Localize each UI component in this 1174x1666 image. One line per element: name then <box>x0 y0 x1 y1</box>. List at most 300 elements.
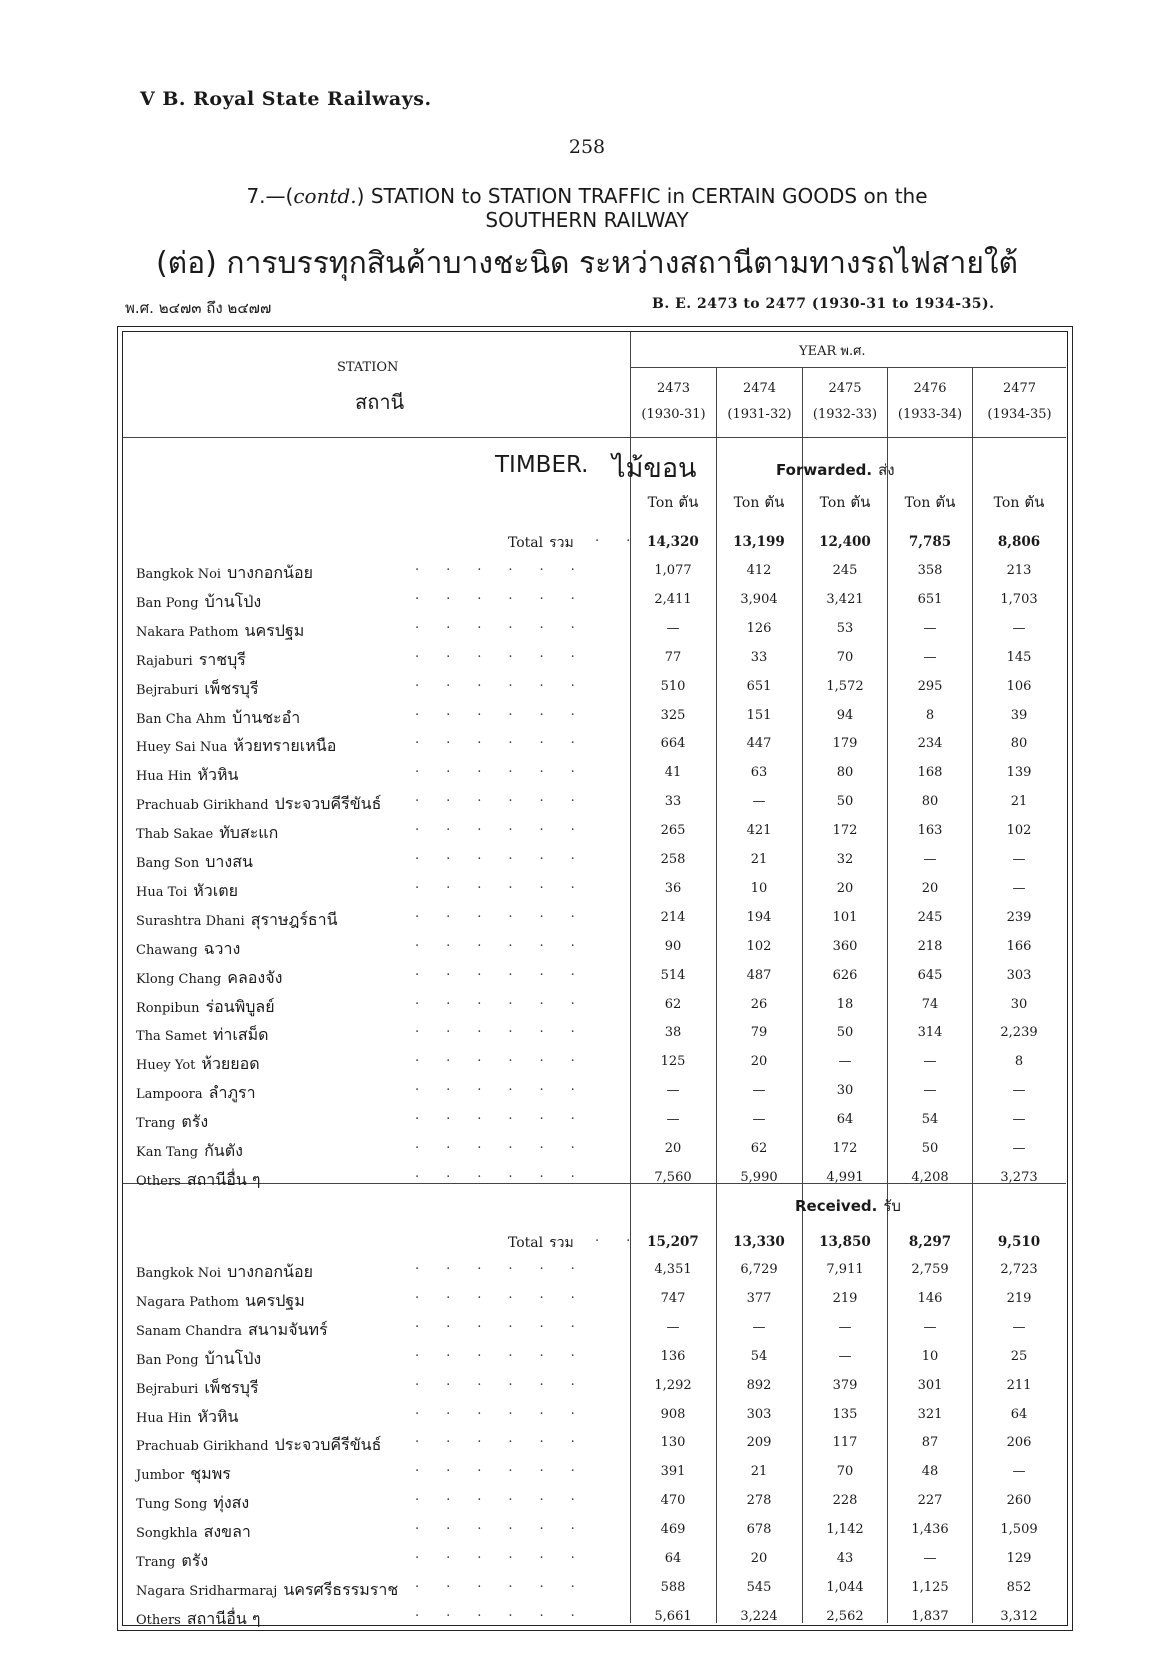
cell-value: 20 <box>750 1054 768 1070</box>
cell-value: 2,759 <box>911 1262 949 1277</box>
unit-en: Ton <box>733 495 760 511</box>
forwarded-label-th: ส่ง <box>878 461 895 479</box>
station-name <box>136 561 313 586</box>
station-name <box>136 734 336 759</box>
station-name <box>136 1376 259 1401</box>
station-name-en: Bejraburi <box>136 1381 199 1397</box>
cell-value: 5,990 <box>740 1169 778 1185</box>
station-name <box>136 1491 249 1516</box>
total-label-th: รวม <box>549 535 574 551</box>
station-name-th: เพ็ชรบุรี <box>204 678 259 698</box>
cell-value: — <box>1012 1319 1026 1335</box>
unit-label <box>717 490 801 514</box>
station-name-th: ฉวาง <box>203 938 241 958</box>
table-row <box>0 933 1174 961</box>
cell-value: — <box>838 1054 852 1070</box>
station-name <box>136 1023 269 1048</box>
station-name <box>136 879 238 904</box>
cell-value: 172 <box>832 1141 858 1156</box>
leader-dots: ...... <box>415 1315 602 1331</box>
year-header: YEAR พ.ศ. <box>799 344 866 359</box>
forwarded-label-en: Forwarded. <box>776 461 873 479</box>
station-name-th: ประจวบคีรีขันธ์ <box>274 794 382 814</box>
table-title-thai: (ต่อ) การบรรทุกสินค้าบางชะนิด ระหว่างสถานีตามทางรถไฟสายใต้ <box>155 246 1019 281</box>
cell-value: 7,560 <box>654 1169 692 1185</box>
station-name-en: Surashtra Dhani <box>136 913 245 929</box>
cell-value: 151 <box>746 707 772 723</box>
leader-dots: ...... <box>415 1165 602 1181</box>
leader-dots: ...... <box>415 1344 602 1360</box>
cell-value: 1,077 <box>654 563 692 578</box>
year-col-2 <box>717 376 802 428</box>
cell-value: 53 <box>836 620 854 636</box>
table-row <box>0 1077 1174 1105</box>
station-name <box>136 1549 208 1574</box>
cell-value: 18 <box>836 996 854 1012</box>
cell-value: 64 <box>664 1551 682 1566</box>
cell-value: 265 <box>660 823 686 839</box>
station-name-th: สนามจันทร์ <box>247 1319 328 1339</box>
leader-dots: ...... <box>415 905 602 921</box>
station-name-th: คลองจัง <box>227 967 283 987</box>
station-name-th: นครปฐม <box>244 620 305 640</box>
table-row <box>0 1401 1174 1429</box>
cell-value: 2,562 <box>826 1608 864 1624</box>
cell-value: 50 <box>836 1025 854 1041</box>
station-name <box>136 590 261 615</box>
cell-value: 358 <box>917 563 943 578</box>
cell-value: 391 <box>660 1464 686 1480</box>
cell-value: 70 <box>836 1464 854 1480</box>
leader-dots: .. <box>595 1230 658 1245</box>
unit-label <box>631 490 715 514</box>
cell-value: 117 <box>832 1435 858 1451</box>
station-name-th: เพ็ชรบุรี <box>204 1377 259 1397</box>
station-name-th: กันตัง <box>204 1141 243 1160</box>
cell-value: 2,411 <box>654 591 692 607</box>
cell-value: 146 <box>917 1290 943 1306</box>
station-name-en: Huey Yot <box>136 1058 196 1074</box>
station-name-th: บางกอกน้อย <box>227 1262 313 1281</box>
cell-value: 90 <box>664 938 682 954</box>
grid-line <box>123 437 1066 438</box>
year-col-4 <box>888 376 972 428</box>
table-row <box>0 962 1174 990</box>
leader-dots: ...... <box>415 819 602 835</box>
station-name <box>136 648 246 673</box>
cell-value: 64 <box>1010 1406 1028 1422</box>
year-be: 2477 <box>1002 381 1037 396</box>
cell-value: 487 <box>746 967 772 983</box>
cell-value: 39 <box>1010 707 1028 723</box>
station-name-en: Huey Sai Nua <box>136 740 228 756</box>
cell-value: 8,297 <box>908 1234 952 1250</box>
year-ce: (1933-34) <box>897 407 963 422</box>
cell-value: 206 <box>1006 1435 1032 1451</box>
leader-dots: ...... <box>415 559 602 574</box>
cell-value: 3,224 <box>740 1608 778 1624</box>
cell-value: 145 <box>1006 649 1032 665</box>
table-row <box>0 1487 1174 1515</box>
station-header: STATION <box>337 360 399 375</box>
station-name-en: Bangkok Noi <box>136 1266 222 1281</box>
leader-dots: ...... <box>415 645 602 661</box>
cell-value: 510 <box>660 678 686 694</box>
station-name-en: Lampoora <box>136 1087 203 1103</box>
station-name-en: Ban Cha Ahm <box>136 711 227 727</box>
leader-dots: ...... <box>415 1021 602 1037</box>
cell-value: 219 <box>832 1290 858 1306</box>
station-name-th: ร่อนพิบูลย์ <box>205 996 275 1016</box>
leader-dots: ...... <box>415 1431 602 1447</box>
cell-value: 514 <box>660 967 686 983</box>
cell-value: — <box>1012 1464 1026 1480</box>
table-row <box>0 1545 1174 1573</box>
leader-dots: ...... <box>415 1575 602 1591</box>
cell-value: 8 <box>1014 1054 1024 1070</box>
table-row <box>0 1256 1174 1284</box>
cell-value: 1,436 <box>911 1522 949 1538</box>
station-name-en: Others <box>136 1612 181 1628</box>
cell-value: 30 <box>836 1083 854 1099</box>
cell-value: 412 <box>746 563 772 578</box>
station-name-th: สถานีอื่น ๆ <box>186 1169 261 1189</box>
station-name <box>136 1405 238 1430</box>
cell-value: 10 <box>921 1348 939 1364</box>
cell-value: 30 <box>1010 996 1028 1012</box>
station-name-th: ตรัง <box>181 1551 209 1570</box>
station-name-en: Tha Samet <box>136 1029 207 1045</box>
cell-value: 13,330 <box>733 1234 785 1250</box>
total-label-en: Total <box>508 535 544 551</box>
cell-value: 470 <box>660 1493 686 1509</box>
cell-value: 179 <box>832 736 858 752</box>
cell-value: 303 <box>746 1406 772 1422</box>
cell-value: 62 <box>750 1141 768 1156</box>
table-row <box>0 673 1174 701</box>
table-row <box>0 615 1174 643</box>
leader-dots: ...... <box>415 1079 602 1095</box>
cell-value: 239 <box>1006 909 1032 925</box>
cell-value: 21 <box>1010 794 1028 810</box>
cell-value: 62 <box>664 996 682 1012</box>
station-header-thai: สถานี <box>355 390 405 414</box>
cell-value: 209 <box>746 1435 772 1451</box>
table-row <box>0 1164 1174 1192</box>
cell-value: 139 <box>1006 765 1032 781</box>
cell-value: 213 <box>1006 563 1032 578</box>
leader-dots: .. <box>595 530 658 545</box>
cell-value: — <box>666 620 680 636</box>
cell-value: 25 <box>1010 1348 1028 1364</box>
table-row <box>0 1458 1174 1486</box>
cell-value: 303 <box>1006 967 1032 983</box>
station-name <box>136 619 304 644</box>
station-name-th: ห้วยยอด <box>201 1054 260 1074</box>
table-row <box>0 644 1174 672</box>
cell-value: 36 <box>664 880 682 896</box>
station-name <box>136 706 300 731</box>
table-row <box>0 788 1174 816</box>
cell-value: 80 <box>1010 736 1028 752</box>
cell-value: 80 <box>836 765 854 781</box>
station-name-th: บ้านชะอำ <box>232 707 301 727</box>
cell-value: 6,729 <box>740 1262 778 1277</box>
station-name-th: สถานีอื่น ๆ <box>186 1608 261 1628</box>
station-name <box>136 1462 231 1487</box>
cell-value: 43 <box>836 1551 854 1566</box>
cell-value: 8,806 <box>997 534 1041 550</box>
cell-value: 588 <box>660 1579 686 1595</box>
cell-value: 360 <box>832 938 858 954</box>
leader-dots: ...... <box>415 674 602 690</box>
cell-value: 48 <box>921 1464 939 1480</box>
station-name-en: Nakara Pathom <box>136 624 239 640</box>
cell-value: 325 <box>660 707 686 723</box>
cell-value: 13,850 <box>819 1234 871 1250</box>
leader-dots: ...... <box>415 992 602 1008</box>
cell-value: 15,207 <box>647 1234 699 1250</box>
table-row <box>0 759 1174 787</box>
station-name-th: ลำภูรา <box>208 1083 256 1103</box>
cell-value: 50 <box>921 1141 939 1156</box>
cell-value: 129 <box>1006 1551 1032 1566</box>
cell-value: 64 <box>836 1112 854 1128</box>
cell-value: 245 <box>917 909 943 925</box>
cell-value: 228 <box>832 1493 858 1509</box>
year-col-3 <box>803 376 887 428</box>
leader-dots: ...... <box>415 1050 602 1066</box>
station-name-en: Sanam Chandra <box>136 1323 242 1339</box>
cell-value: 33 <box>664 794 682 810</box>
station-name <box>136 1168 260 1193</box>
cell-value: 219 <box>1006 1290 1032 1306</box>
station-name <box>136 1081 256 1106</box>
station-name-en: Bangkok Noi <box>136 567 222 582</box>
cell-value: 94 <box>836 707 854 723</box>
unit-th: ตัน <box>850 493 871 511</box>
cell-value: — <box>1012 1141 1026 1156</box>
year-be: 2476 <box>913 381 947 396</box>
cell-value: — <box>1012 620 1026 636</box>
cell-value: 33 <box>750 649 768 665</box>
station-name <box>136 792 381 817</box>
cell-value: 421 <box>746 823 772 839</box>
unit-th: ตัน <box>935 493 956 511</box>
leader-dots: ...... <box>415 703 602 719</box>
cell-value: 1,509 <box>1000 1522 1038 1538</box>
cell-value: 1,044 <box>826 1579 864 1595</box>
table-row <box>0 702 1174 730</box>
table-row <box>0 1603 1174 1631</box>
station-name-en: Tung Song <box>136 1497 208 1513</box>
cell-value: 2,723 <box>1000 1262 1038 1277</box>
station-name-en: Hua Hin <box>136 769 192 785</box>
station-name <box>136 1052 260 1077</box>
station-name-th: ชุมพร <box>190 1464 231 1484</box>
leader-dots: ...... <box>415 1402 602 1418</box>
station-name-th: บ้านโป่ง <box>204 1348 262 1368</box>
leader-dots: ...... <box>415 761 602 777</box>
cell-value: 32 <box>836 852 854 867</box>
cell-value: 651 <box>746 678 772 694</box>
cell-value: 80 <box>921 794 939 810</box>
station-name <box>136 1139 243 1164</box>
leader-dots: ...... <box>415 1137 602 1152</box>
table-row <box>0 904 1174 932</box>
cell-value: 3,904 <box>740 591 778 607</box>
year-be: 2473 <box>656 381 691 396</box>
forwarded-label <box>776 458 895 482</box>
cell-value: 20 <box>664 1141 682 1156</box>
cell-value: 26 <box>750 996 768 1012</box>
year-be: 2475 <box>828 381 862 396</box>
title-suffix: ) STATION to STATION TRAFFIC in CERTAIN GOODS on the <box>356 184 928 208</box>
table-row <box>0 1574 1174 1602</box>
received-label <box>795 1194 901 1218</box>
cell-value: 1,142 <box>826 1522 864 1538</box>
table-row <box>0 1135 1174 1163</box>
cell-value: 321 <box>917 1406 943 1422</box>
station-name-th: หัวหิน <box>197 765 239 785</box>
station-name <box>136 908 338 933</box>
cell-value: — <box>838 1319 852 1335</box>
station-name-en: Kan Tang <box>136 1145 199 1160</box>
table-row <box>0 730 1174 758</box>
leader-dots: ...... <box>415 876 602 892</box>
station-name-th: สงขลา <box>203 1522 251 1542</box>
cell-value: 77 <box>664 649 682 665</box>
table-row <box>0 1516 1174 1544</box>
cell-value: — <box>923 852 937 867</box>
station-name <box>136 1607 260 1632</box>
station-name-en: Chawang <box>136 942 198 958</box>
station-name-en: Prachuab Girikhand <box>136 798 269 814</box>
leader-dots: ...... <box>415 1108 602 1124</box>
station-name-en: Trang <box>136 1555 176 1570</box>
cell-value: 10 <box>750 880 768 896</box>
leader-dots: ...... <box>415 1373 602 1389</box>
cell-value: — <box>666 1083 680 1099</box>
leader-dots: ...... <box>415 1547 602 1562</box>
table-row <box>0 1429 1174 1457</box>
station-name-en: Jumbor <box>136 1468 185 1484</box>
unit-label <box>803 490 887 514</box>
station-name <box>136 821 278 846</box>
cell-value: 13,199 <box>733 534 785 550</box>
cell-value: 106 <box>1006 678 1032 694</box>
station-name-th: สุราษฎร์ธานี <box>250 909 338 929</box>
station-name <box>136 1318 328 1343</box>
leader-dots: ...... <box>415 848 602 863</box>
unit-th: ตัน <box>1024 493 1045 511</box>
leader-dots: ...... <box>415 1604 602 1620</box>
cell-value: — <box>752 794 766 810</box>
station-name-en: Bang Son <box>136 856 200 871</box>
station-name-th: ทับสะแก <box>219 823 279 843</box>
cell-value: 63 <box>750 765 768 781</box>
cell-value: 314 <box>917 1025 943 1041</box>
total-label <box>508 532 574 554</box>
leader-dots: ...... <box>415 1258 602 1273</box>
cell-value: 8 <box>925 707 935 723</box>
station-name-en: Hua Hin <box>136 1410 192 1426</box>
cell-value: 101 <box>832 909 858 925</box>
cell-value: 50 <box>836 794 854 810</box>
leader-dots: ...... <box>415 934 602 950</box>
station-name-th: บางกอกน้อย <box>227 563 313 582</box>
total-row <box>0 528 1174 556</box>
station-name <box>136 1578 398 1603</box>
cell-value: 218 <box>917 938 943 954</box>
cell-value: 9,510 <box>997 1234 1041 1250</box>
station-name-th: บางสน <box>205 852 253 871</box>
station-name-en: Nagara Sridharmaraj <box>136 1583 278 1599</box>
total-label-en: Total <box>508 1235 544 1251</box>
cell-value: 1,125 <box>911 1579 949 1595</box>
unit-label <box>888 490 972 514</box>
station-name-en: Hua Toi <box>136 884 188 900</box>
unit-label <box>977 490 1061 514</box>
table-row <box>0 875 1174 903</box>
station-name <box>136 1433 381 1458</box>
cell-value: 5,661 <box>654 1608 692 1624</box>
station-name-en: Prachuab Girikhand <box>136 1439 269 1455</box>
cell-value: 3,273 <box>1000 1169 1038 1185</box>
cell-value: 7,785 <box>908 534 952 550</box>
table-row <box>0 1372 1174 1400</box>
cell-value: — <box>752 1319 766 1335</box>
cell-value: 54 <box>750 1348 768 1364</box>
received-label-en: Received. <box>795 1197 878 1215</box>
table-row <box>0 1106 1174 1134</box>
unit-en: Ton <box>647 495 674 511</box>
leader-dots: ...... <box>415 1286 602 1302</box>
leader-dots: ...... <box>415 1518 602 1534</box>
cell-value: 70 <box>836 649 854 665</box>
cell-value: 626 <box>832 967 858 983</box>
cell-value: 469 <box>660 1522 686 1538</box>
title-contd: contd. <box>293 184 357 208</box>
cell-value: 301 <box>917 1377 943 1393</box>
cell-value: 4,351 <box>654 1262 692 1277</box>
table-row <box>0 1314 1174 1342</box>
station-name-th: ประจวบคีรีขันธ์ <box>274 1435 382 1455</box>
cell-value: 1,837 <box>911 1608 949 1624</box>
received-label-th: รับ <box>883 1197 901 1215</box>
station-name-th: ท่าเสม็ด <box>212 1025 269 1045</box>
total-label <box>508 1232 574 1254</box>
station-name <box>136 1347 261 1372</box>
commodity-label-thai: ไม้ขอน <box>612 453 697 484</box>
cell-value: 664 <box>660 736 686 752</box>
cell-value: — <box>923 620 937 636</box>
station-name <box>136 1289 305 1314</box>
page-number: 258 <box>568 136 606 158</box>
leader-dots: ...... <box>415 1489 602 1505</box>
cell-value: 163 <box>917 823 943 839</box>
cell-value: 3,421 <box>826 591 864 607</box>
cell-value: — <box>923 1083 937 1099</box>
total-label-th: รวม <box>549 1235 574 1251</box>
station-name <box>136 677 259 702</box>
cell-value: 135 <box>832 1406 858 1422</box>
station-name-en: Trang <box>136 1116 176 1132</box>
cell-value: 227 <box>917 1493 943 1509</box>
leader-dots: ...... <box>415 963 602 979</box>
station-name-en: Nagara Pathom <box>136 1294 239 1310</box>
cell-value: 377 <box>746 1290 772 1306</box>
